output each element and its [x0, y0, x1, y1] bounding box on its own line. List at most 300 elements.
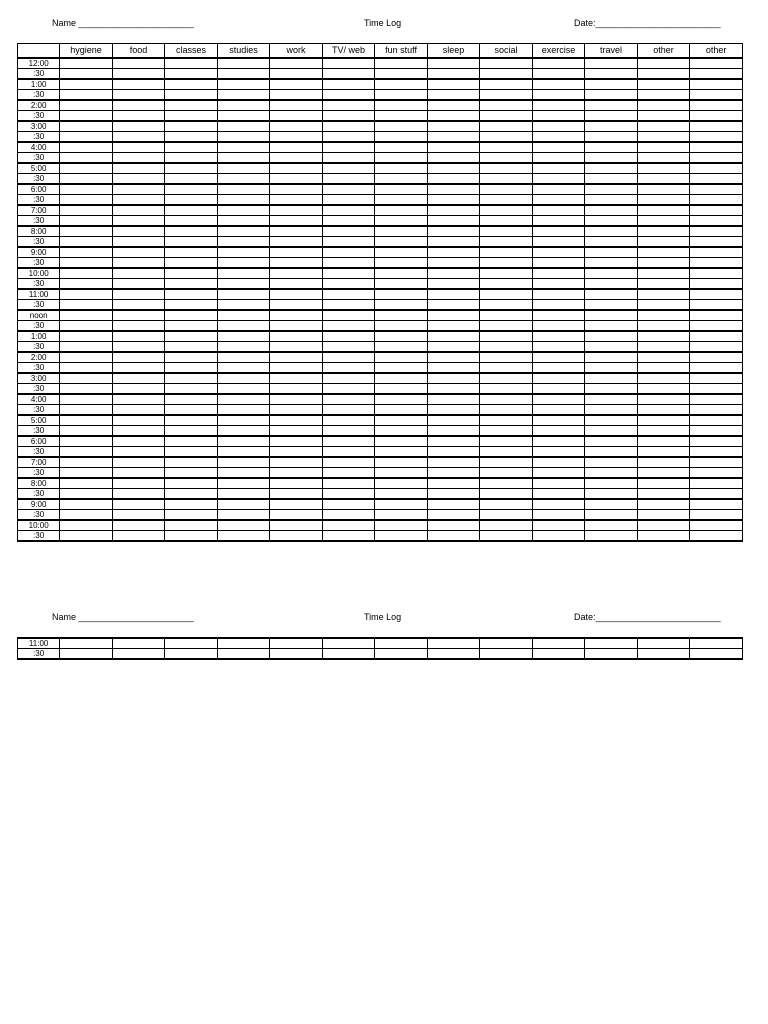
name-field-label[interactable]: Name _______________________ — [52, 18, 194, 28]
entry-cell[interactable] — [480, 405, 533, 416]
entry-cell[interactable] — [480, 363, 533, 374]
entry-cell[interactable] — [637, 478, 690, 489]
entry-cell[interactable] — [112, 352, 165, 363]
entry-cell[interactable] — [585, 394, 638, 405]
entry-cell[interactable] — [112, 132, 165, 143]
entry-cell[interactable] — [270, 426, 323, 437]
entry-cell[interactable] — [112, 310, 165, 321]
entry-cell[interactable] — [165, 111, 218, 122]
entry-cell[interactable] — [637, 100, 690, 111]
entry-cell[interactable] — [480, 436, 533, 447]
entry-cell[interactable] — [480, 247, 533, 258]
entry-cell[interactable] — [532, 174, 585, 185]
entry-cell[interactable] — [585, 216, 638, 227]
entry-cell[interactable] — [690, 426, 743, 437]
entry-cell[interactable] — [217, 184, 270, 195]
entry-cell[interactable] — [427, 436, 480, 447]
entry-cell[interactable] — [165, 216, 218, 227]
entry-cell[interactable] — [532, 384, 585, 395]
entry-cell[interactable] — [690, 237, 743, 248]
entry-cell[interactable] — [585, 279, 638, 290]
entry-cell[interactable] — [217, 279, 270, 290]
entry-cell[interactable] — [480, 520, 533, 531]
entry-cell[interactable] — [270, 195, 323, 206]
entry-cell[interactable] — [322, 499, 375, 510]
entry-cell[interactable] — [322, 79, 375, 90]
entry-cell[interactable] — [637, 279, 690, 290]
entry-cell[interactable] — [375, 142, 428, 153]
entry-cell[interactable] — [270, 331, 323, 342]
entry-cell[interactable] — [60, 638, 113, 649]
entry-cell[interactable] — [60, 436, 113, 447]
entry-cell[interactable] — [165, 373, 218, 384]
entry-cell[interactable] — [60, 363, 113, 374]
entry-cell[interactable] — [637, 289, 690, 300]
entry-cell[interactable] — [165, 447, 218, 458]
entry-cell[interactable] — [637, 342, 690, 353]
entry-cell[interactable] — [322, 258, 375, 269]
entry-cell[interactable] — [322, 478, 375, 489]
entry-cell[interactable] — [270, 237, 323, 248]
entry-cell[interactable] — [270, 373, 323, 384]
entry-cell[interactable] — [112, 436, 165, 447]
entry-cell[interactable] — [60, 163, 113, 174]
entry-cell[interactable] — [532, 121, 585, 132]
entry-cell[interactable] — [60, 174, 113, 185]
entry-cell[interactable] — [427, 363, 480, 374]
entry-cell[interactable] — [690, 163, 743, 174]
entry-cell[interactable] — [165, 352, 218, 363]
entry-cell[interactable] — [637, 237, 690, 248]
entry-cell[interactable] — [270, 300, 323, 311]
entry-cell[interactable] — [480, 457, 533, 468]
entry-cell[interactable] — [270, 405, 323, 416]
entry-cell[interactable] — [585, 649, 638, 660]
entry-cell[interactable] — [480, 279, 533, 290]
entry-cell[interactable] — [165, 415, 218, 426]
entry-cell[interactable] — [690, 468, 743, 479]
entry-cell[interactable] — [637, 447, 690, 458]
entry-cell[interactable] — [322, 205, 375, 216]
entry-cell[interactable] — [427, 279, 480, 290]
entry-cell[interactable] — [637, 174, 690, 185]
entry-cell[interactable] — [585, 300, 638, 311]
entry-cell[interactable] — [690, 79, 743, 90]
entry-cell[interactable] — [270, 510, 323, 521]
entry-cell[interactable] — [270, 184, 323, 195]
entry-cell[interactable] — [690, 405, 743, 416]
entry-cell[interactable] — [585, 468, 638, 479]
entry-cell[interactable] — [112, 415, 165, 426]
entry-cell[interactable] — [532, 289, 585, 300]
entry-cell[interactable] — [217, 216, 270, 227]
entry-cell[interactable] — [690, 321, 743, 332]
entry-cell[interactable] — [480, 216, 533, 227]
entry-cell[interactable] — [637, 638, 690, 649]
entry-cell[interactable] — [585, 426, 638, 437]
date-field-label[interactable]: Date:_________________________ — [574, 18, 721, 28]
entry-cell[interactable] — [690, 384, 743, 395]
entry-cell[interactable] — [217, 394, 270, 405]
entry-cell[interactable] — [165, 100, 218, 111]
entry-cell[interactable] — [427, 531, 480, 542]
entry-cell[interactable] — [165, 142, 218, 153]
entry-cell[interactable] — [637, 226, 690, 237]
entry-cell[interactable] — [112, 363, 165, 374]
entry-cell[interactable] — [112, 426, 165, 437]
entry-cell[interactable] — [270, 310, 323, 321]
entry-cell[interactable] — [375, 58, 428, 69]
entry-cell[interactable] — [375, 426, 428, 437]
entry-cell[interactable] — [60, 447, 113, 458]
entry-cell[interactable] — [585, 384, 638, 395]
entry-cell[interactable] — [165, 405, 218, 416]
entry-cell[interactable] — [532, 352, 585, 363]
entry-cell[interactable] — [217, 121, 270, 132]
entry-cell[interactable] — [165, 279, 218, 290]
entry-cell[interactable] — [690, 447, 743, 458]
entry-cell[interactable] — [637, 69, 690, 80]
entry-cell[interactable] — [637, 142, 690, 153]
entry-cell[interactable] — [375, 447, 428, 458]
entry-cell[interactable] — [270, 520, 323, 531]
entry-cell[interactable] — [112, 447, 165, 458]
entry-cell[interactable] — [322, 510, 375, 521]
entry-cell[interactable] — [60, 247, 113, 258]
entry-cell[interactable] — [217, 237, 270, 248]
entry-cell[interactable] — [217, 331, 270, 342]
entry-cell[interactable] — [217, 310, 270, 321]
entry-cell[interactable] — [165, 247, 218, 258]
entry-cell[interactable] — [112, 384, 165, 395]
entry-cell[interactable] — [375, 205, 428, 216]
entry-cell[interactable] — [322, 226, 375, 237]
entry-cell[interactable] — [532, 247, 585, 258]
entry-cell[interactable] — [427, 342, 480, 353]
entry-cell[interactable] — [322, 174, 375, 185]
entry-cell[interactable] — [165, 384, 218, 395]
entry-cell[interactable] — [637, 457, 690, 468]
entry-cell[interactable] — [270, 321, 323, 332]
entry-cell[interactable] — [112, 184, 165, 195]
entry-cell[interactable] — [585, 226, 638, 237]
entry-cell[interactable] — [217, 520, 270, 531]
entry-cell[interactable] — [60, 121, 113, 132]
entry-cell[interactable] — [112, 205, 165, 216]
entry-cell[interactable] — [217, 142, 270, 153]
entry-cell[interactable] — [480, 153, 533, 164]
entry-cell[interactable] — [375, 499, 428, 510]
entry-cell[interactable] — [217, 132, 270, 143]
entry-cell[interactable] — [322, 279, 375, 290]
entry-cell[interactable] — [637, 195, 690, 206]
entry-cell[interactable] — [270, 279, 323, 290]
entry-cell[interactable] — [217, 510, 270, 521]
entry-cell[interactable] — [637, 90, 690, 101]
entry-cell[interactable] — [375, 415, 428, 426]
entry-cell[interactable] — [427, 79, 480, 90]
entry-cell[interactable] — [690, 174, 743, 185]
entry-cell[interactable] — [270, 121, 323, 132]
entry-cell[interactable] — [60, 342, 113, 353]
entry-cell[interactable] — [375, 174, 428, 185]
entry-cell[interactable] — [165, 205, 218, 216]
entry-cell[interactable] — [375, 321, 428, 332]
entry-cell[interactable] — [375, 478, 428, 489]
entry-cell[interactable] — [217, 373, 270, 384]
entry-cell[interactable] — [165, 237, 218, 248]
entry-cell[interactable] — [322, 69, 375, 80]
entry-cell[interactable] — [322, 321, 375, 332]
entry-cell[interactable] — [532, 79, 585, 90]
entry-cell[interactable] — [585, 79, 638, 90]
entry-cell[interactable] — [690, 90, 743, 101]
entry-cell[interactable] — [112, 289, 165, 300]
entry-cell[interactable] — [637, 373, 690, 384]
entry-cell[interactable] — [217, 258, 270, 269]
entry-cell[interactable] — [322, 405, 375, 416]
entry-cell[interactable] — [480, 132, 533, 143]
entry-cell[interactable] — [112, 279, 165, 290]
entry-cell[interactable] — [112, 331, 165, 342]
entry-cell[interactable] — [112, 520, 165, 531]
entry-cell[interactable] — [427, 331, 480, 342]
entry-cell[interactable] — [637, 520, 690, 531]
entry-cell[interactable] — [112, 373, 165, 384]
entry-cell[interactable] — [270, 216, 323, 227]
entry-cell[interactable] — [217, 321, 270, 332]
entry-cell[interactable] — [427, 237, 480, 248]
entry-cell[interactable] — [637, 321, 690, 332]
entry-cell[interactable] — [375, 520, 428, 531]
entry-cell[interactable] — [427, 468, 480, 479]
entry-cell[interactable] — [532, 205, 585, 216]
entry-cell[interactable] — [480, 79, 533, 90]
entry-cell[interactable] — [585, 100, 638, 111]
entry-cell[interactable] — [375, 100, 428, 111]
entry-cell[interactable] — [585, 184, 638, 195]
entry-cell[interactable] — [375, 510, 428, 521]
entry-cell[interactable] — [532, 279, 585, 290]
entry-cell[interactable] — [532, 321, 585, 332]
entry-cell[interactable] — [585, 510, 638, 521]
entry-cell[interactable] — [60, 226, 113, 237]
entry-cell[interactable] — [637, 247, 690, 258]
entry-cell[interactable] — [60, 426, 113, 437]
entry-cell[interactable] — [112, 58, 165, 69]
entry-cell[interactable] — [165, 300, 218, 311]
entry-cell[interactable] — [585, 58, 638, 69]
entry-cell[interactable] — [375, 226, 428, 237]
entry-cell[interactable] — [637, 489, 690, 500]
entry-cell[interactable] — [270, 468, 323, 479]
entry-cell[interactable] — [637, 216, 690, 227]
entry-cell[interactable] — [322, 142, 375, 153]
entry-cell[interactable] — [585, 111, 638, 122]
entry-cell[interactable] — [480, 638, 533, 649]
entry-cell[interactable] — [532, 258, 585, 269]
entry-cell[interactable] — [637, 363, 690, 374]
entry-cell[interactable] — [532, 342, 585, 353]
entry-cell[interactable] — [322, 153, 375, 164]
entry-cell[interactable] — [322, 111, 375, 122]
entry-cell[interactable] — [427, 426, 480, 437]
entry-cell[interactable] — [270, 352, 323, 363]
entry-cell[interactable] — [532, 163, 585, 174]
entry-cell[interactable] — [427, 268, 480, 279]
entry-cell[interactable] — [217, 415, 270, 426]
entry-cell[interactable] — [112, 111, 165, 122]
entry-cell[interactable] — [637, 300, 690, 311]
entry-cell[interactable] — [322, 436, 375, 447]
entry-cell[interactable] — [165, 342, 218, 353]
entry-cell[interactable] — [375, 468, 428, 479]
entry-cell[interactable] — [217, 342, 270, 353]
entry-cell[interactable] — [532, 649, 585, 660]
entry-cell[interactable] — [532, 331, 585, 342]
entry-cell[interactable] — [112, 649, 165, 660]
entry-cell[interactable] — [165, 132, 218, 143]
entry-cell[interactable] — [427, 510, 480, 521]
date-field-label[interactable]: Date:_________________________ — [574, 612, 721, 622]
entry-cell[interactable] — [217, 205, 270, 216]
entry-cell[interactable] — [60, 352, 113, 363]
entry-cell[interactable] — [690, 310, 743, 321]
entry-cell[interactable] — [322, 247, 375, 258]
entry-cell[interactable] — [165, 436, 218, 447]
entry-cell[interactable] — [60, 216, 113, 227]
entry-cell[interactable] — [60, 394, 113, 405]
entry-cell[interactable] — [427, 415, 480, 426]
entry-cell[interactable] — [217, 649, 270, 660]
entry-cell[interactable] — [60, 111, 113, 122]
entry-cell[interactable] — [375, 649, 428, 660]
entry-cell[interactable] — [270, 489, 323, 500]
entry-cell[interactable] — [60, 195, 113, 206]
entry-cell[interactable] — [217, 58, 270, 69]
entry-cell[interactable] — [165, 268, 218, 279]
entry-cell[interactable] — [427, 258, 480, 269]
entry-cell[interactable] — [532, 520, 585, 531]
entry-cell[interactable] — [60, 649, 113, 660]
entry-cell[interactable] — [480, 468, 533, 479]
entry-cell[interactable] — [427, 132, 480, 143]
entry-cell[interactable] — [217, 174, 270, 185]
entry-cell[interactable] — [217, 352, 270, 363]
entry-cell[interactable] — [270, 226, 323, 237]
entry-cell[interactable] — [165, 478, 218, 489]
entry-cell[interactable] — [165, 649, 218, 660]
entry-cell[interactable] — [270, 111, 323, 122]
entry-cell[interactable] — [375, 111, 428, 122]
entry-cell[interactable] — [60, 58, 113, 69]
entry-cell[interactable] — [112, 510, 165, 521]
entry-cell[interactable] — [532, 237, 585, 248]
entry-cell[interactable] — [322, 132, 375, 143]
entry-cell[interactable] — [427, 90, 480, 101]
entry-cell[interactable] — [532, 499, 585, 510]
entry-cell[interactable] — [270, 205, 323, 216]
entry-cell[interactable] — [637, 468, 690, 479]
entry-cell[interactable] — [690, 638, 743, 649]
entry-cell[interactable] — [112, 247, 165, 258]
entry-cell[interactable] — [375, 373, 428, 384]
entry-cell[interactable] — [112, 69, 165, 80]
entry-cell[interactable] — [60, 258, 113, 269]
entry-cell[interactable] — [322, 90, 375, 101]
entry-cell[interactable] — [322, 394, 375, 405]
entry-cell[interactable] — [427, 247, 480, 258]
entry-cell[interactable] — [112, 405, 165, 416]
entry-cell[interactable] — [690, 111, 743, 122]
entry-cell[interactable] — [690, 268, 743, 279]
entry-cell[interactable] — [427, 489, 480, 500]
entry-cell[interactable] — [690, 258, 743, 269]
entry-cell[interactable] — [112, 531, 165, 542]
entry-cell[interactable] — [60, 405, 113, 416]
entry-cell[interactable] — [427, 373, 480, 384]
entry-cell[interactable] — [480, 510, 533, 521]
entry-cell[interactable] — [217, 447, 270, 458]
entry-cell[interactable] — [480, 90, 533, 101]
entry-cell[interactable] — [427, 405, 480, 416]
entry-cell[interactable] — [60, 300, 113, 311]
entry-cell[interactable] — [480, 289, 533, 300]
entry-cell[interactable] — [112, 216, 165, 227]
entry-cell[interactable] — [165, 489, 218, 500]
entry-cell[interactable] — [375, 310, 428, 321]
entry-cell[interactable] — [690, 331, 743, 342]
entry-cell[interactable] — [637, 111, 690, 122]
entry-cell[interactable] — [532, 111, 585, 122]
entry-cell[interactable] — [60, 90, 113, 101]
entry-cell[interactable] — [60, 510, 113, 521]
entry-cell[interactable] — [375, 153, 428, 164]
entry-cell[interactable] — [637, 331, 690, 342]
entry-cell[interactable] — [112, 300, 165, 311]
entry-cell[interactable] — [427, 226, 480, 237]
entry-cell[interactable] — [270, 638, 323, 649]
entry-cell[interactable] — [427, 289, 480, 300]
entry-cell[interactable] — [532, 363, 585, 374]
entry-cell[interactable] — [690, 510, 743, 521]
entry-cell[interactable] — [690, 342, 743, 353]
entry-cell[interactable] — [165, 331, 218, 342]
entry-cell[interactable] — [375, 216, 428, 227]
entry-cell[interactable] — [270, 268, 323, 279]
entry-cell[interactable] — [690, 205, 743, 216]
entry-cell[interactable] — [112, 258, 165, 269]
entry-cell[interactable] — [532, 478, 585, 489]
entry-cell[interactable] — [427, 638, 480, 649]
entry-cell[interactable] — [322, 638, 375, 649]
entry-cell[interactable] — [60, 531, 113, 542]
entry-cell[interactable] — [585, 489, 638, 500]
entry-cell[interactable] — [690, 184, 743, 195]
entry-cell[interactable] — [165, 510, 218, 521]
entry-cell[interactable] — [690, 216, 743, 227]
entry-cell[interactable] — [322, 300, 375, 311]
entry-cell[interactable] — [480, 237, 533, 248]
entry-cell[interactable] — [690, 499, 743, 510]
entry-cell[interactable] — [637, 121, 690, 132]
entry-cell[interactable] — [637, 531, 690, 542]
entry-cell[interactable] — [165, 195, 218, 206]
entry-cell[interactable] — [690, 142, 743, 153]
entry-cell[interactable] — [532, 457, 585, 468]
entry-cell[interactable] — [480, 69, 533, 80]
entry-cell[interactable] — [322, 373, 375, 384]
